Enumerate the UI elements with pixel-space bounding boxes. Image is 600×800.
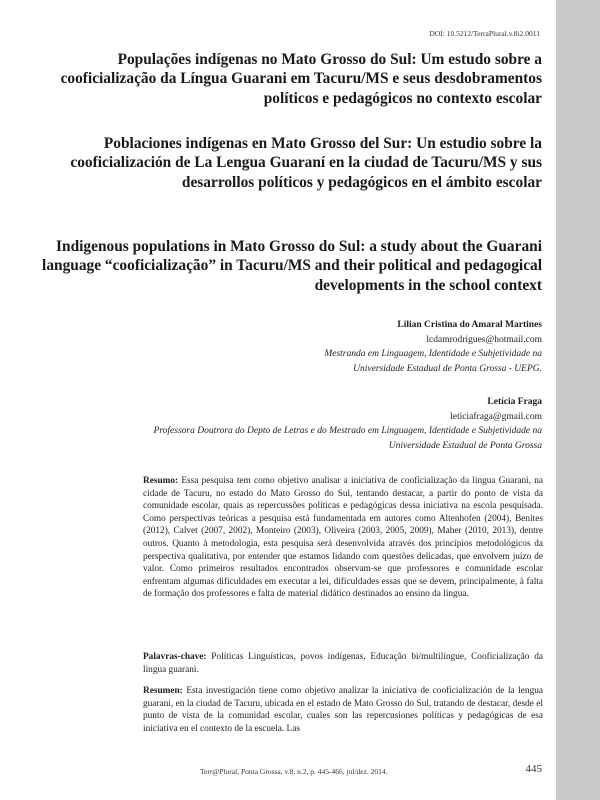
author-name: Lilian Cristina do Amaral Martines bbox=[397, 320, 542, 330]
author-affiliation: Universidade Estadual de Ponta Grossa bbox=[388, 440, 542, 451]
keywords-label: Palavras-chave: bbox=[143, 652, 207, 662]
author-affiliation: Mestranda em Linguagem, Identidade e Subjetividade na bbox=[324, 349, 542, 359]
abstract bbox=[143, 475, 543, 601]
resumen-label: Resumen: bbox=[143, 686, 183, 696]
author-affiliation: Universidade Estadual de Ponta Grossa - UEPG. bbox=[353, 363, 542, 374]
side-band bbox=[556, 0, 600, 800]
resumen bbox=[143, 685, 543, 735]
author-block-1 bbox=[82, 318, 542, 376]
author-name: Letícia Fraga bbox=[487, 397, 542, 407]
author-email: leticiafraga@gmail.com bbox=[450, 411, 542, 422]
keywords-text: Políticas Linguísticas, povos indígenas, Educação bi/multilíngue, Cooficialização da língua guarani. bbox=[143, 652, 543, 675]
doi: DOI: 10.5212/TerraPlural.v.8i2.0011 bbox=[429, 29, 540, 38]
author-block-2 bbox=[82, 395, 542, 453]
abstract-label: Resumo: bbox=[143, 476, 179, 486]
keywords bbox=[143, 651, 543, 676]
title-portuguese: Populações indígenas no Mato Grosso do Sul: Um estudo sobre a cooficialização da Língua Guarani em Tacuru/MS e seus desdobramentos políticos e pedagógicos no contexto escolar bbox=[60, 51, 542, 107]
abstract-text: Essa pesquisa tem como objetivo analisar a iniciativa de cooficialização da língua Guarani, na cidade de Tacuru, no estado do Mato Grosso do Sul, tentando destacar, a partir do ponto de vista da comunidade escolar, quais as repercussões políticas e pedagógicas dessa iniciativa na escola pesquisada. Como perspectivas teóricas a pesquisa está fundamentada em autores como Altenhofen (2004), Benites (2012), Calvet (2007, 2002), Monteiro (2003), Oliveira (2003, 2005, 2009), Maher (2010, 2013), dentre outros. Quanto à metodologia, esta pesquisa será desenvolvida através dos princípios metodológicos da perspectiva qualitativa, por entender que estamos lidando com questões delicadas, que envolvem juízo de valor. Como primeiros resultados encontrados observam-se que professores e comunidade escolar enfrentam algumas dificuldades em executar a lei, dificuldades essas que se devem, principalmente, à falta de formação dos professores e falta de material didático destinados ao ensino da língua. bbox=[143, 476, 543, 600]
title-english: Indigenous populations in Mato Grosso do Sul: a study about the Guarani language “cooficialização” in Tacuru/MS and their political and pedagogical developments in the school context bbox=[42, 238, 542, 294]
page-number: 445 bbox=[525, 763, 542, 775]
title-spanish: Poblaciones indígenas en Mato Grosso del Sur: Un estudio sobre la cooficialización de La Lengua Guaraní en la ciudad de Tacuru/MS y sus desarrollos políticos y pedagógicos en el ámbito escolar bbox=[70, 135, 542, 191]
footer-citation: Terr@Plural, Ponta Grossa, v.8, n.2, p. 445-466, jul/dez. 2014. bbox=[200, 767, 388, 776]
author-affiliation: Professora Doutrora do Depto de Letras e do Mestrado em Linguagem, Identidade e Subjetividade na bbox=[153, 426, 542, 436]
resumen-text: Esta investigación tiene como objetivo analizar la iniciativa de cooficialización de la lengua guaraní, en la ciudad de Tacuru, ubicada en el estado de Mato Grosso do Sul, tratando de destacar, desde el punto de vista de la comunidad escolar, cuales son las repercusiones políticas y pedagógicas de esa iniciativa en el contexto de la escuela. Las bbox=[143, 686, 543, 734]
author-email: lcdamrodrigues@hotmail.com bbox=[426, 334, 542, 345]
